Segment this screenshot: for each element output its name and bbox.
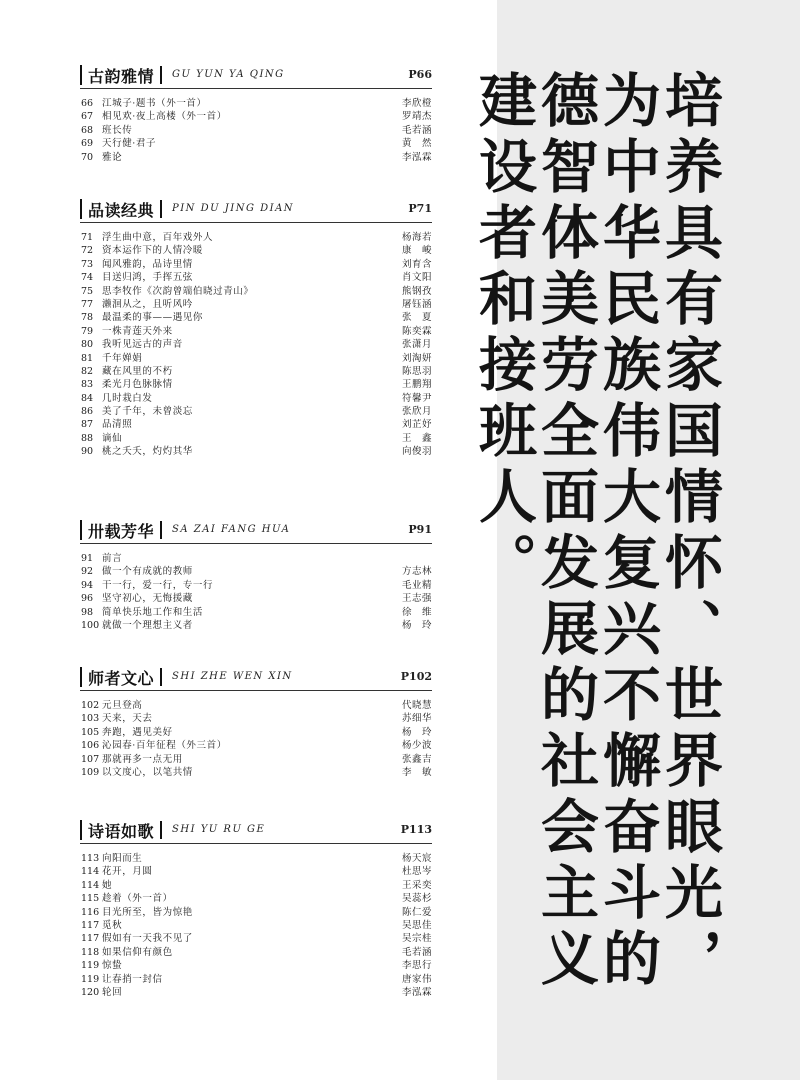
entry-author: 杨天宸 <box>401 853 432 864</box>
entry-page: 109 <box>81 766 100 778</box>
entry-page: 119 <box>81 973 100 985</box>
entry-title: 美了千年，未曾淡忘 <box>102 406 193 418</box>
entry-page: 77 <box>81 298 94 310</box>
entry-page: 67 <box>81 111 94 123</box>
section-title: 卅载芳华 <box>88 522 155 541</box>
entry-author: 杨少波 <box>401 740 432 752</box>
section-rule <box>80 843 432 844</box>
toc-entry[interactable] <box>80 405 432 418</box>
entry-title: 江城子·题书（外一首） <box>102 98 207 109</box>
entry-page: 68 <box>81 124 94 136</box>
entry-title: 品清照 <box>102 419 133 431</box>
entry-author: 肖文阳 <box>401 272 432 284</box>
entry-author: 张欣月 <box>401 406 432 418</box>
entry-author: 李 敏 <box>401 766 432 778</box>
entry-page: 87 <box>81 419 94 431</box>
toc-entry[interactable] <box>80 565 432 578</box>
entry-page: 86 <box>81 406 94 418</box>
entry-author: 杨 玲 <box>401 726 432 738</box>
entry-author: 张 夏 <box>401 312 432 324</box>
entry-title: 就做一个理想主义者 <box>102 619 193 631</box>
header-bar <box>80 820 82 840</box>
toc-entry[interactable] <box>80 906 432 919</box>
entry-title: 坚守初心，无悔援藏 <box>102 593 193 605</box>
entry-title: 千年婵娟 <box>102 352 143 364</box>
entry-author: 罗靖杰 <box>401 111 432 123</box>
entry-list <box>80 231 432 459</box>
section-gu-yun-ya-qing <box>80 62 432 163</box>
entry-title: 濑洄从之，且听风吟 <box>102 298 193 310</box>
entry-title: 相见欢·夜上高楼（外一首） <box>102 111 227 123</box>
calligraphy-text: 培养具有家国情怀、世界眼光，为中华民族伟大复兴不懈奋斗的德智体美劳全面发展的社会主义建设者和接班人。 <box>469 70 723 994</box>
toc-entry[interactable] <box>80 892 432 905</box>
entry-page: 113 <box>81 853 100 864</box>
entry-title: 班长传 <box>102 124 133 136</box>
entry-page: 70 <box>81 151 94 163</box>
toc-entry[interactable] <box>80 619 432 632</box>
toc-entry[interactable] <box>80 97 432 110</box>
entry-list <box>80 852 432 999</box>
entry-page: 119 <box>81 960 100 972</box>
entry-author: 杜思岑 <box>401 866 432 878</box>
toc-entry[interactable] <box>80 946 432 959</box>
entry-page: 82 <box>81 365 94 377</box>
section-title: 师者文心 <box>88 669 155 688</box>
entry-author: 刘育含 <box>401 258 432 270</box>
entry-author: 杨海若 <box>401 232 432 243</box>
toc-entry[interactable] <box>80 271 432 284</box>
toc-entry[interactable] <box>80 392 432 405</box>
entry-title: 奔跑，遇见美好 <box>102 726 173 738</box>
entry-page: 117 <box>81 933 100 945</box>
section-header <box>80 62 432 88</box>
entry-author: 毛业精 <box>401 579 432 591</box>
toc-entry[interactable] <box>80 137 432 150</box>
entry-page: 98 <box>81 606 94 618</box>
section-pin-du-jing-dian <box>80 196 432 458</box>
entry-page: 78 <box>81 312 94 324</box>
entry-author: 屠钰涵 <box>401 298 432 310</box>
entry-page: 94 <box>81 579 94 591</box>
section-sa-zai-fang-hua <box>80 517 432 631</box>
entry-title: 简单快乐地工作和生活 <box>102 606 204 618</box>
header-divider <box>160 66 162 84</box>
entry-page: 81 <box>81 352 94 364</box>
entry-author: 熊钢孜 <box>401 285 432 297</box>
toc-entry[interactable] <box>80 592 432 605</box>
entry-page: 84 <box>81 392 94 404</box>
entry-title: 让春捎一封信 <box>102 973 163 985</box>
toc-entry[interactable] <box>80 699 432 712</box>
toc-entry[interactable] <box>80 932 432 945</box>
entry-page: 80 <box>81 339 94 351</box>
section-title: 品读经典 <box>88 201 155 220</box>
entry-title: 干一行，爱一行，专一行 <box>102 579 214 591</box>
toc-entry[interactable] <box>80 753 432 766</box>
entry-title: 向阳而生 <box>102 853 143 864</box>
entry-title: 元旦登高 <box>102 700 143 711</box>
toc-entry[interactable] <box>80 244 432 257</box>
section-header <box>80 517 432 543</box>
toc-entry[interactable] <box>80 258 432 271</box>
header-divider <box>160 200 162 218</box>
toc-entry[interactable] <box>80 986 432 999</box>
entry-title: 目送归鸿，手挥五弦 <box>102 272 193 284</box>
section-page: P66 <box>408 68 432 81</box>
toc-entry[interactable] <box>80 298 432 311</box>
entry-author: 徐 维 <box>401 606 432 618</box>
entry-page: 88 <box>81 432 94 444</box>
entry-page: 72 <box>81 245 94 257</box>
toc-entry[interactable] <box>80 919 432 932</box>
entry-author: 吴宗桂 <box>401 933 432 945</box>
entry-title: 惊蛰 <box>102 960 123 972</box>
entry-title: 资本运作下的人情冷暖 <box>102 245 204 257</box>
entry-author: 陈思羽 <box>401 365 432 377</box>
entry-title: 柔光月色脉脉情 <box>102 379 173 391</box>
entry-author: 毛若涵 <box>401 946 432 958</box>
toc-entry[interactable] <box>80 325 432 338</box>
entry-page: 107 <box>81 753 100 765</box>
header-divider <box>160 521 162 539</box>
entry-page: 120 <box>81 986 100 998</box>
entry-title: 闻风雅韵，品诗里情 <box>102 258 193 270</box>
entry-title: 觅秋 <box>102 919 123 931</box>
entry-page: 66 <box>81 98 94 109</box>
entry-title: 趁着（外一首） <box>102 893 173 905</box>
toc-entry[interactable] <box>80 552 432 565</box>
entry-page: 96 <box>81 593 94 605</box>
section-rule <box>80 222 432 223</box>
toc-entry[interactable] <box>80 726 432 739</box>
toc-entry[interactable] <box>80 378 432 391</box>
entry-title: 思李牧作《次韵曾端伯晓过青山》 <box>102 285 254 297</box>
toc-entry[interactable] <box>80 231 432 244</box>
entry-page: 74 <box>81 272 94 284</box>
entry-page: 103 <box>81 713 100 725</box>
section-page: P91 <box>408 523 432 536</box>
entry-author: 方志林 <box>401 566 432 578</box>
entry-title: 花开，月圆 <box>102 866 153 878</box>
toc-entry[interactable] <box>80 151 432 164</box>
toc-entry[interactable] <box>80 973 432 986</box>
entry-page: 69 <box>81 138 94 150</box>
section-page: P71 <box>408 202 432 215</box>
entry-title: 藏在风里的不朽 <box>102 365 173 377</box>
section-title: 诗语如歌 <box>88 822 155 841</box>
entry-title: 天行健·君子 <box>102 138 157 150</box>
entry-list <box>80 97 432 164</box>
entry-author: 张潇月 <box>401 339 432 351</box>
entry-title: 沁园春·百年征程（外三首） <box>102 740 227 752</box>
entry-author: 符馨尹 <box>401 392 432 404</box>
toc-entry[interactable] <box>80 766 432 779</box>
entry-page: 90 <box>81 446 94 458</box>
entry-page: 100 <box>81 619 100 631</box>
entry-author: 陈仁爱 <box>401 906 432 918</box>
entry-title: 她 <box>102 879 113 891</box>
entry-author: 向俊羽 <box>401 446 432 458</box>
entry-list <box>80 699 432 779</box>
toc-entry[interactable] <box>80 365 432 378</box>
section-pinyin: PIN DU JING DIAN <box>172 203 295 214</box>
entry-author: 李泓霖 <box>401 986 432 998</box>
entry-page: 115 <box>81 893 100 905</box>
entry-title: 那就再多一点无用 <box>102 753 183 765</box>
entry-title: 浮生曲中意，百年戏外人 <box>102 232 214 243</box>
toc-entry[interactable] <box>80 352 432 365</box>
header-bar <box>80 667 82 687</box>
header-bar <box>80 65 82 85</box>
toc-entry[interactable] <box>80 606 432 619</box>
section-rule <box>80 543 432 544</box>
section-rule <box>80 690 432 691</box>
header-bar <box>80 199 82 219</box>
section-header <box>80 664 432 690</box>
toc-entry[interactable] <box>80 418 432 431</box>
entry-author: 陈奕霖 <box>401 325 432 337</box>
section-title: 古韵雅情 <box>88 67 155 86</box>
entry-page: 83 <box>81 379 94 391</box>
entry-title: 做一个有成就的教师 <box>102 566 193 578</box>
entry-page: 75 <box>81 285 94 297</box>
toc-entry[interactable] <box>80 285 432 298</box>
toc-entry[interactable] <box>80 311 432 324</box>
entry-author: 吴思佳 <box>401 919 432 931</box>
entry-page: 73 <box>81 258 94 270</box>
entry-author: 吴蕊杉 <box>401 893 432 905</box>
entry-author: 代晓慧 <box>401 700 432 711</box>
section-page: P102 <box>400 670 432 683</box>
entry-page: 92 <box>81 566 94 578</box>
entry-author: 唐家伟 <box>401 973 432 985</box>
entry-page: 91 <box>81 553 94 564</box>
toc-entry[interactable] <box>80 432 432 445</box>
entry-page: 117 <box>81 919 100 931</box>
entry-author: 李思行 <box>401 960 432 972</box>
entry-author: 张鑫吉 <box>401 753 432 765</box>
entry-page: 114 <box>81 866 100 878</box>
entry-title: 雅论 <box>102 151 123 163</box>
entry-author: 毛若涵 <box>401 124 432 136</box>
header-bar <box>80 520 82 540</box>
entry-list <box>80 552 432 632</box>
entry-title: 天来，天去 <box>102 713 153 725</box>
toc-entry[interactable] <box>80 959 432 972</box>
entry-page: 106 <box>81 740 100 752</box>
entry-title: 轮回 <box>102 986 123 998</box>
toc-entry[interactable] <box>80 865 432 878</box>
entry-author: 王采奕 <box>401 879 432 891</box>
entry-author: 李欣橙 <box>401 98 432 109</box>
toc-entry[interactable] <box>80 445 432 458</box>
header-divider <box>160 821 162 839</box>
entry-title: 目光所至，皆为惊艳 <box>102 906 193 918</box>
section-page: P113 <box>400 823 432 836</box>
toc-entry[interactable] <box>80 124 432 137</box>
entry-title: 谪仙 <box>102 432 123 444</box>
entry-author: 刘淘妍 <box>401 352 432 364</box>
toc-entry[interactable] <box>80 338 432 351</box>
entry-author: 王鹏翔 <box>401 379 432 391</box>
section-header <box>80 817 432 843</box>
calligraphy-panel <box>469 0 800 1080</box>
entry-title: 假如有一天我不见了 <box>102 933 193 945</box>
entry-page: 79 <box>81 325 94 337</box>
section-rule <box>80 88 432 89</box>
toc-entry[interactable] <box>80 879 432 892</box>
toc-entry[interactable] <box>80 852 432 865</box>
entry-title: 几时栽白发 <box>102 392 153 404</box>
entry-title: 桃之夭夭，灼灼其华 <box>102 446 193 458</box>
entry-page: 116 <box>81 906 100 918</box>
entry-title: 我听见远古的声音 <box>102 339 183 351</box>
section-pinyin: SHI YU RU GE <box>172 824 266 835</box>
entry-page: 114 <box>81 879 100 891</box>
entry-page: 102 <box>81 700 100 711</box>
toc-entry[interactable] <box>80 712 432 725</box>
entry-title: 一株青莲天外来 <box>102 325 173 337</box>
entry-title: 最温柔的事——遇见你 <box>102 312 204 324</box>
section-pinyin: GU YUN YA QING <box>172 69 285 80</box>
entry-author: 康 峻 <box>401 245 432 257</box>
entry-author: 王志强 <box>401 593 432 605</box>
entry-page: 118 <box>81 946 100 958</box>
entry-author: 王 鑫 <box>401 432 432 444</box>
entry-title: 如果信仰有颜色 <box>102 946 173 958</box>
entry-author: 刘芷妤 <box>401 419 432 431</box>
toc-entry[interactable] <box>80 110 432 123</box>
toc-entry[interactable] <box>80 579 432 592</box>
section-pinyin: SHI ZHE WEN XIN <box>172 671 293 682</box>
entry-author: 李泓霖 <box>401 151 432 163</box>
entry-author: 黄 然 <box>401 138 432 150</box>
entry-title: 以文度心，以笔共情 <box>102 766 193 778</box>
toc-entry[interactable] <box>80 739 432 752</box>
section-shi-yu-ru-ge <box>80 817 432 998</box>
entry-page: 71 <box>81 232 94 243</box>
entry-author: 苏细华 <box>401 713 432 725</box>
entry-author: 杨 玲 <box>401 619 432 631</box>
entry-title: 前言 <box>102 553 123 564</box>
section-shi-zhe-wen-xin <box>80 664 432 778</box>
header-divider <box>160 668 162 686</box>
entry-page: 105 <box>81 726 100 738</box>
section-pinyin: SA ZAI FANG HUA <box>172 524 291 535</box>
section-header <box>80 196 432 222</box>
